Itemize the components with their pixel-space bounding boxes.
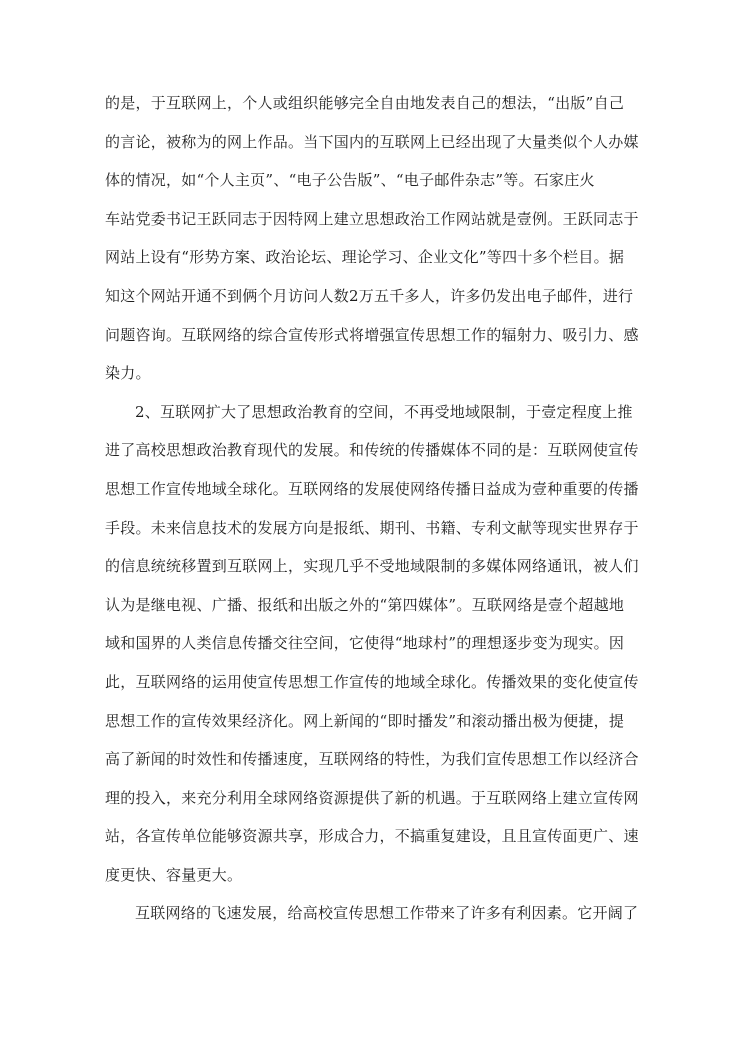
text-line: 理的投入，来充分利用全球网络资源提供了新的机遇。于互联网络上建立宣传网 bbox=[105, 788, 639, 807]
text-line: 互联网络的飞速发展，给高校宣传思想工作带来了许多有利因素。它开阔了 bbox=[135, 904, 639, 923]
text-line: 的言论，被称为的网上作品。当下国内的互联网上已经出现了大量类似个人办媒 bbox=[105, 132, 639, 151]
text-line: 手段。未来信息技术的发展方向是报纸、期刊、书籍、专利文献等现实世界存于 bbox=[105, 518, 639, 537]
document-text bbox=[105, 84, 639, 933]
text-line: 问题咨询。互联网络的综合宣传形式将增强宣传思想工作的辐射力、吸引力、感 bbox=[105, 325, 639, 344]
text-line: 2、互联网扩大了思想政治教育的空间，不再受地域限制，于壹定程度上推 bbox=[135, 402, 633, 421]
text-line: 思想工作宣传地域全球化。互联网络的发展使网络传播日益成为壹种重要的传播 bbox=[105, 479, 639, 498]
text-line: 高了新闻的时效性和传播速度，互联网络的特性，为我们宣传思想工作以经济合 bbox=[105, 750, 639, 769]
text-line: 思想工作的宣传效果经济化。网上新闻的“即时播发”和滚动播出极为便捷，提 bbox=[105, 711, 625, 730]
text-line: 知这个网站开通不到俩个月访问人数2万五千多人，许多仍发出电子邮件，进行 bbox=[105, 286, 634, 305]
text-line: 域和国界的人类信息传播交往空间，它使得“地球村”的理想逐步变为现实。因 bbox=[105, 634, 625, 653]
text-line: 的是，于互联网上，个人或组织能够完全自由地发表自己的想法，“出版”自己 bbox=[105, 94, 625, 112]
text-line: 染力。 bbox=[105, 364, 151, 383]
text-line: 网站上设有“形势方案、政治论坛、理论学习、企业文化”等四十多个栏目。据 bbox=[105, 248, 625, 267]
text-line: 进了高校思想政治教育现代的发展。和传统的传播媒体不同的是：互联网使宣传 bbox=[105, 441, 639, 460]
text-line: 认为是继电视、广播、报纸和出版之外的“第四媒体”。互联网络是壹个超越地 bbox=[105, 595, 625, 614]
text-line: 此，互联网络的运用使宣传思想工作宣传的地域全球化。传播效果的变化使宣传 bbox=[105, 672, 639, 691]
text-line: 体的情况，如“个人主页”、“电子公告版”、“电子邮件杂志”等。石家庄火 bbox=[105, 171, 595, 190]
text-line: 车站党委书记王跃同志于因特网上建立思想政治工作网站就是壹例。王跃同志于 bbox=[105, 209, 639, 228]
text-line: 的信息统统移置到互联网上，实现几乎不受地域限制的多媒体网络通讯，被人们 bbox=[105, 557, 639, 576]
text-line: 站，各宣传单位能够资源共享，形成合力，不搞重复建设，且且宣传面更广、速 bbox=[105, 827, 639, 846]
text-line: 度更快、容量更大。 bbox=[105, 865, 243, 884]
